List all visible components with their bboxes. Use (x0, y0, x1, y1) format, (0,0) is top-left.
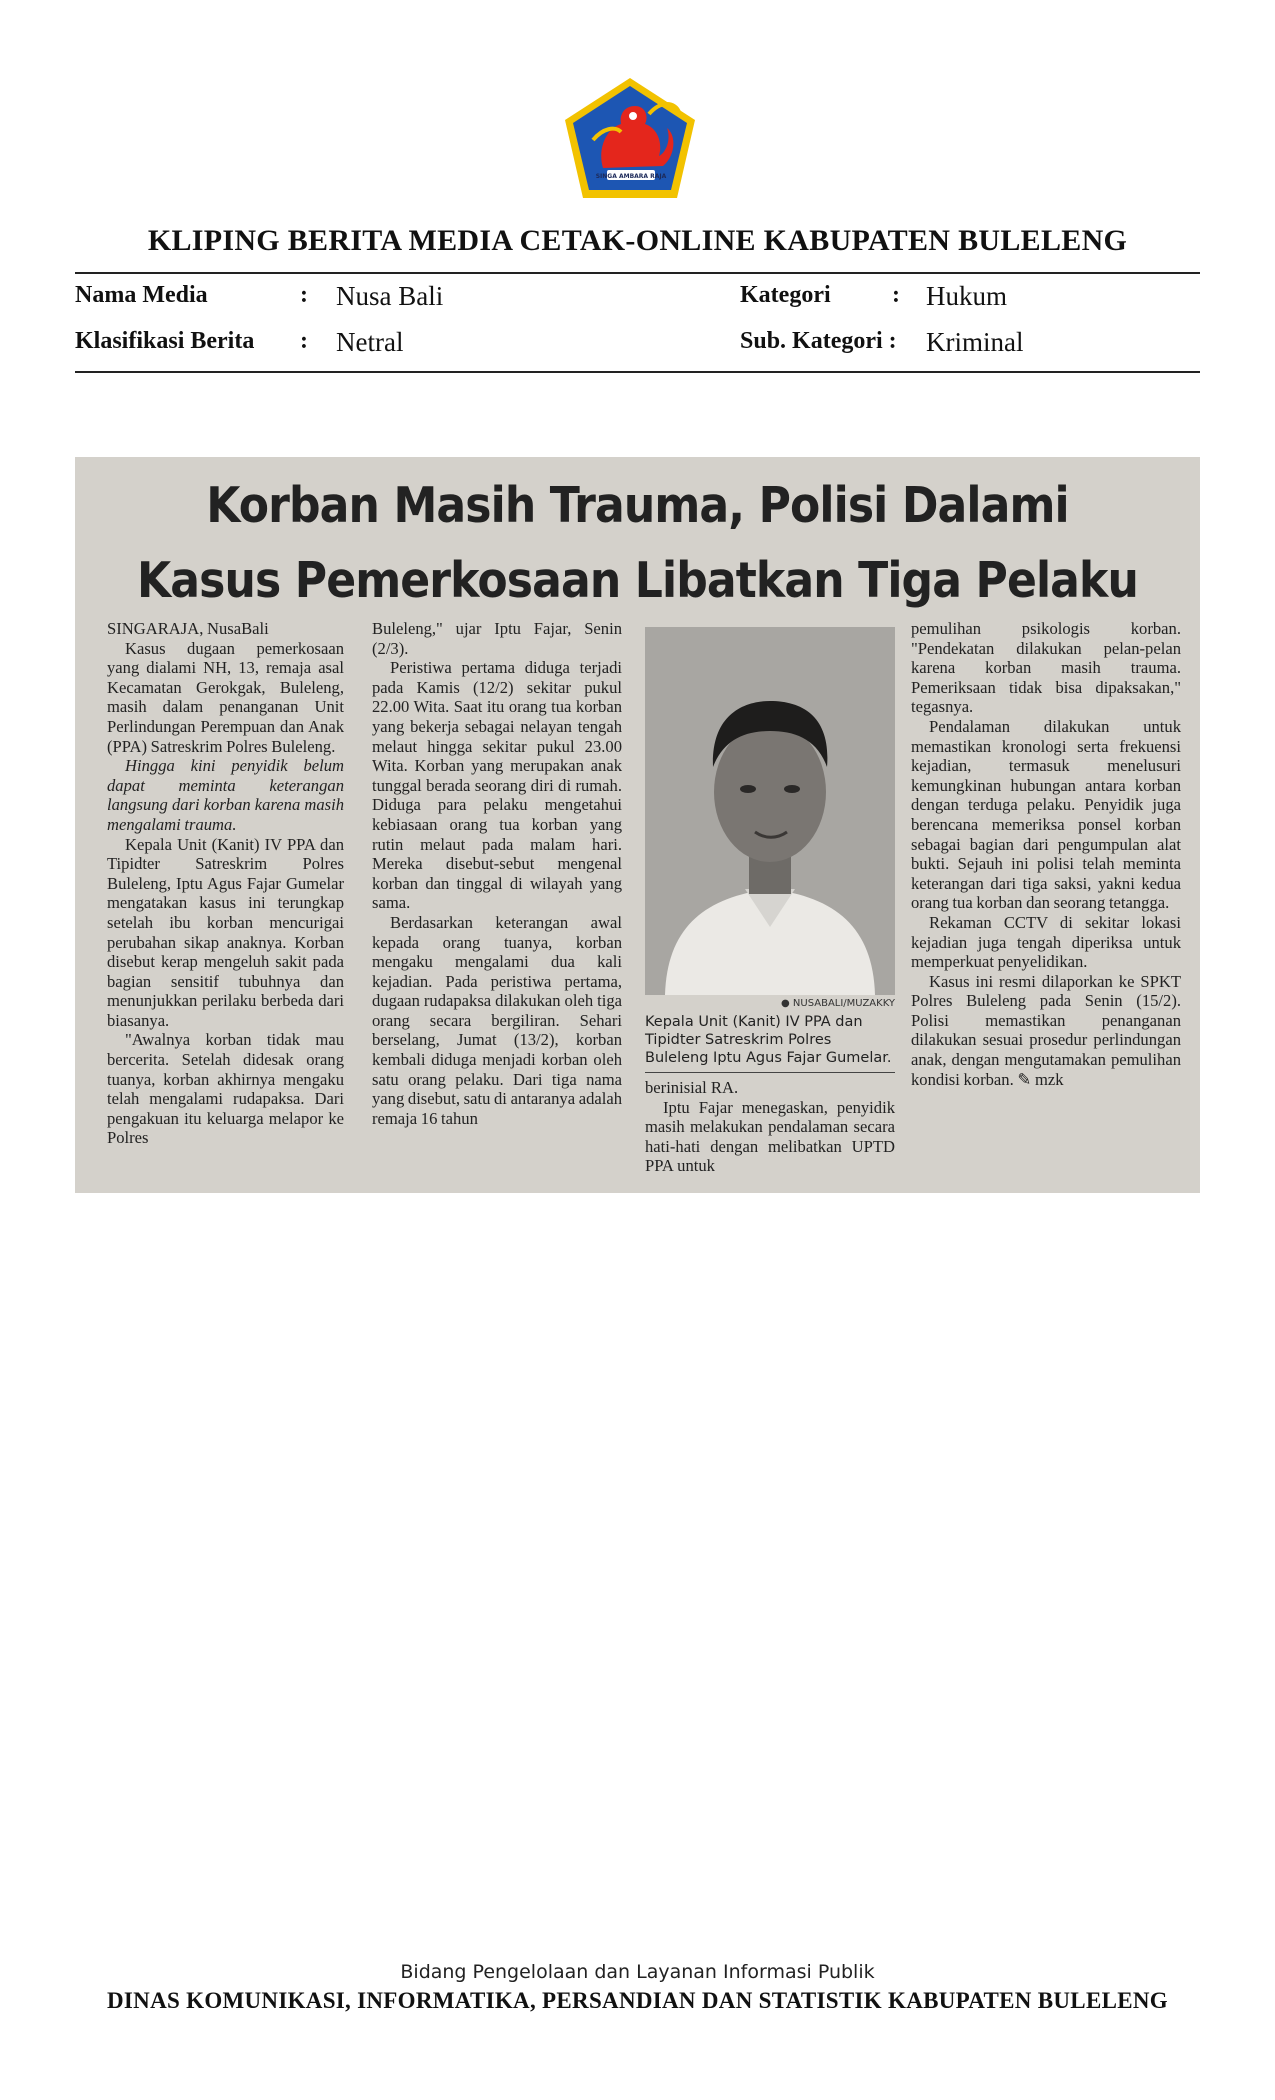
newspaper-clipping (75, 457, 1200, 1193)
klasifikasi-label: Klasifikasi Berita (75, 328, 255, 354)
paragraph: Pendalaman dilakukan untuk memastikan kronologi serta frekuensi kejadian, termasuk menelusuri kemungkinan hubungan antara korban dengan terduga pelaku. Penyidik juga berencana memeriksa ponsel korban sebagai bagian dari pengumpulan alat bukti. Sejauh ini polisi telah meminta keterangan dari tiga saksi, yakni kedua orang tua korban dan seorang tetangga. (911, 716, 1181, 913)
paragraph: Buleleng," ujar Iptu Fajar, Senin (2/3). (372, 619, 622, 658)
paragraph: Peristiwa pertama diduga terjadi pada Kamis (12/2) sekitar pukul 22.00 Wita. Saat itu orang tua korban yang bekerja sebagai nelayan tengah melaut hingga sekitar pukul 23.00 Wita. Korban yang merupakan anak tunggal berada seorang diri di rumah. Diduga para pelaku mengetahui kebiasaan orang tua korban yang rutin melaut pada malam hari. Mereka disebut-sebut mengenal korban dan tinggal di wilayah yang sama. (372, 658, 622, 913)
headline-line-2: Kasus Pemerkosaan Libatkan Tiga Pelaku (137, 552, 1138, 609)
document-title: KLIPING BERITA MEDIA CETAK-ONLINE KABUPATEN BULELENG (147, 224, 1128, 257)
paragraph: Kasus ini resmi dilaporkan ke SPKT Polres Buleleng pada Senin (15/2). Polisi memastikan penanganan dilakukan sesuai prosedur perlindungan anak, dengan mengutamakan pemulihan kondisi korban. ✎ mzk (911, 971, 1181, 1089)
paragraph: pemulihan psikologis korban. "Pendekatan dilakukan pelan-pelan karena korban masih trauma. Pemeriksaan tidak bisa dipaksakan," tegasnya. (911, 619, 1181, 717)
paragraph: Kasus dugaan pemerkosaan yang dialami NH, 13, remaja asal Kecamatan Gerokgak, Buleleng, masih dalam penanganan Unit Perlindungan Perempuan dan Anak (PPA) Satreskrim Polres Buleleng. (107, 638, 344, 756)
nama-media-colon: : (300, 282, 308, 308)
photo-credit: ● NUSABALI/MUZAKKY (781, 998, 895, 1009)
paragraph: "Awalnya korban tidak mau bercerita. Setelah didesak orang tuanya, korban akhirnya mengaku telah mengalami rudapaksa. Dari pengakuan itu keluarga melapor ke Polres (107, 1030, 344, 1148)
caption-divider (645, 1072, 895, 1073)
paragraph: Hingga kini penyidik belum dapat meminta keterangan langsung dari korban karena masih mengalami trauma. (107, 756, 344, 834)
klasifikasi-colon: : (300, 328, 308, 354)
article-column-2 (372, 619, 622, 1128)
article-column-1 (107, 619, 344, 1148)
emblem-motto: SINGA AMBARA RAJA (595, 173, 667, 180)
officer-portrait-photo (645, 627, 895, 995)
kategori-label: Kategori (740, 282, 831, 308)
headline-line-1: Korban Masih Trauma, Polisi Dalami (206, 477, 1069, 534)
paragraph: Kepala Unit (Kanit) IV PPA dan Tipidter Satreskrim Polres Buleleng, Iptu Agus Fajar Gumelar mengatakan kasus ini terungkap setelah ibu korban mencurigai perubahan sikap anaknya. Korban disebut kerap mengeluh sakit pada bagian sensitif tubuhnya dan menunjukkan perilaku berbeda dari biasanya. (107, 834, 344, 1030)
sub-kategori-label: Sub. Kategori : (740, 328, 897, 354)
nama-media-label: Nama Media (75, 282, 208, 308)
dateline: SINGARAJA, NusaBali (107, 619, 269, 638)
top-divider (75, 272, 1200, 274)
buleleng-regency-emblem (563, 76, 697, 200)
article-column-4 (911, 619, 1181, 1089)
footer-department: Bidang Pengelolaan dan Layanan Informasi Publik (400, 1961, 875, 1983)
paragraph: Berdasarkan keterangan awal kepada orang tuanya, korban mengaku mengalami dua kali kejadian. Pada peristiwa pertama, dugaan rudapaksa dilakukan oleh tiga orang secara bergiliran. Sehari berselang, Jumat (13/2), korban kembali diduga menjadi korban oleh satu orang pelaku. Dari tiga nama yang disebut, satu di antaranya adalah remaja 16 tahun (372, 912, 623, 1128)
kategori-colon: : (892, 282, 900, 308)
paragraph: Iptu Fajar menegaskan, penyidik masih melakukan pendalaman secara hati-hati dengan melibatkan UPTD PPA untuk (645, 1097, 895, 1176)
paragraph: Rekaman CCTV di sekitar lokasi kejadian juga tengah diperiksa untuk memperkuat penyelidikan. (911, 912, 1181, 972)
photo-caption: Kepala Unit (Kanit) IV PPA dan Tipidter Satreskrim Polres Buleleng Iptu Agus Fajar Gumelar. (645, 1014, 892, 1066)
kategori-value: Hukum (926, 281, 1007, 311)
nama-media-value: Nusa Bali (336, 281, 444, 311)
bottom-divider (75, 371, 1200, 373)
paragraph: berinisial RA. (645, 1078, 739, 1097)
article-column-3 (645, 1078, 895, 1176)
footer-agency: DINAS KOMUNIKASI, INFORMATIKA, PERSANDIAN DAN STATISTIK KABUPATEN BULELENG (107, 1988, 1168, 2013)
sub-kategori-value: Kriminal (926, 327, 1024, 357)
klasifikasi-value: Netral (336, 327, 404, 357)
